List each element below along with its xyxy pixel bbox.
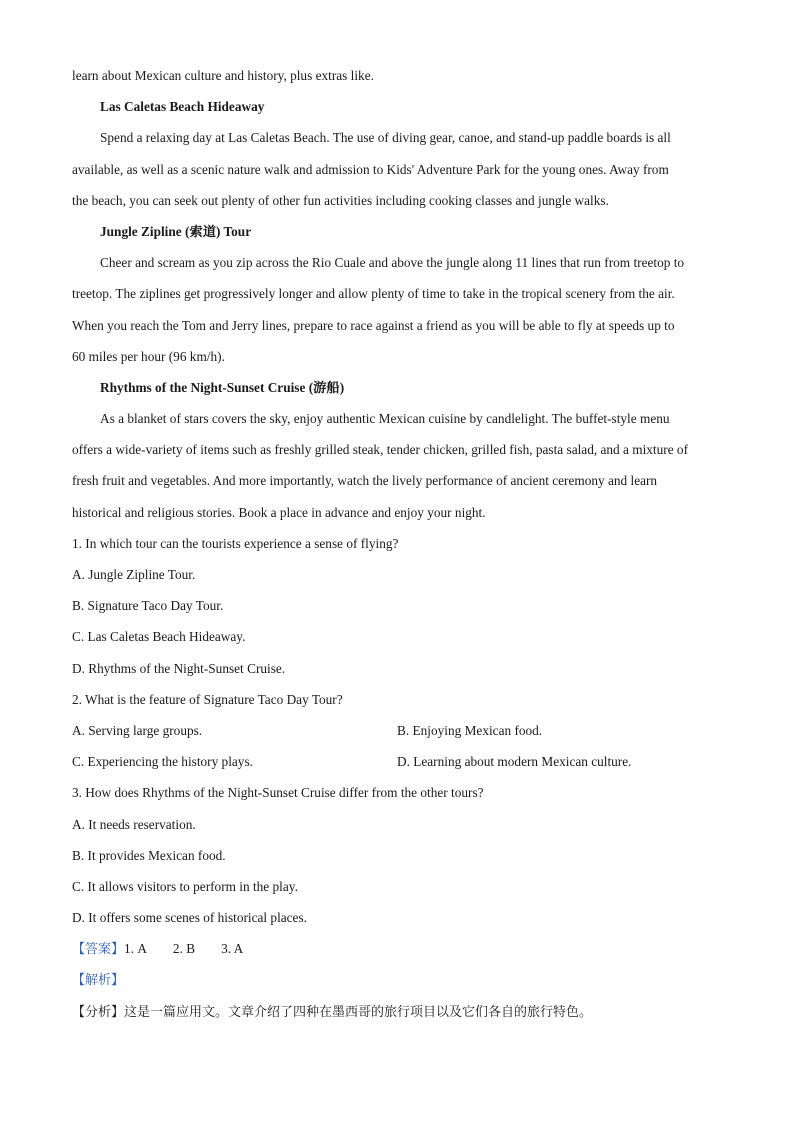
answer-row — [72, 933, 724, 964]
question-stem-3: 3. How does Rhythms of the Night-Sunset Cruise differ from the other tours? — [72, 785, 484, 801]
question-stem-1: 1. In which tour can the tourists experience a sense of flying? — [72, 535, 399, 551]
section-title-zipline: Jungle Zipline (索道) Tour — [100, 223, 252, 239]
question-option: C. Las Caletas Beach Hideaway. — [72, 629, 246, 645]
section-line: historical and religious stories. Book a place in advance and enjoy your night. — [72, 504, 486, 520]
section-line: available, as well as a scenic nature walk and admission to Kids' Adventure Park for the young ones. Away from — [72, 161, 669, 177]
question-option-row — [72, 715, 724, 746]
passage-intro-tail: learn about Mexican culture and history, plus extras like. — [72, 68, 374, 83]
analysis-label: 【解析】 — [72, 973, 125, 989]
question-option: A. Jungle Zipline Tour. — [72, 567, 196, 582]
answer-label: 【答案】 — [72, 942, 125, 958]
section-line: Cheer and scream as you zip across the Rio Cuale and above the jungle along 11 lines that run from treetop to — [100, 255, 685, 271]
section-title-cruise: Rhythms of the Night-Sunset Cruise (游船) — [100, 379, 345, 395]
question-option: D. Rhythms of the Night-Sunset Cruise. — [72, 660, 286, 676]
section-line: offers a wide-variety of items such as freshly grilled steak, tender chicken, grilled fish, pasta salad, and a mixture of — [72, 442, 689, 458]
answer-item: 1. A — [124, 941, 147, 957]
summary-text: 这是一篇应用文。文章介绍了四种在墨西哥的旅行项目以及它们各自的旅行特色。 — [124, 1004, 593, 1020]
question-option-row — [72, 746, 724, 777]
answer-item: 2. B — [172, 941, 196, 957]
summary-row — [72, 996, 724, 1027]
section-line: 60 miles per hour (96 km/h). — [72, 348, 225, 364]
analysis-row — [72, 964, 724, 995]
answer-item: 3. A — [221, 941, 244, 957]
section-line: fresh fruit and vegetables. And more importantly, watch the lively performance of ancient ceremony and learn — [72, 473, 658, 489]
question-option: D. It offers some scenes of historical places. — [72, 910, 307, 926]
section-line: Spend a relaxing day at Las Caletas Beach. The use of diving gear, canoe, and stand-up paddle boards is all — [100, 130, 671, 146]
question-option: C. It allows visitors to perform in the play. — [72, 878, 298, 894]
question-option: A. It needs reservation. — [72, 816, 196, 832]
question-option: A. Serving large groups. — [72, 722, 203, 738]
question-stem-2: 2. What is the feature of Signature Taco Day Tour? — [72, 691, 343, 707]
section-line: treetop. The ziplines get progressively longer and allow plenty of time to take in the tropical scenery from the air. — [72, 286, 675, 302]
section-title-beach: Las Caletas Beach Hideaway — [100, 99, 265, 115]
section-line: When you reach the Tom and Jerry lines, prepare to race against a friend as you will be able to fly at speeds up to — [72, 317, 675, 333]
question-option: C. Experiencing the history plays. — [72, 754, 253, 770]
question-option: D. Learning about modern Mexican culture. — [397, 754, 632, 770]
section-line: As a blanket of stars covers the sky, enjoy authentic Mexican cuisine by candlelight. The buffet-style menu — [100, 411, 670, 427]
summary-label: 【分析】 — [72, 1004, 125, 1020]
section-line: the beach, you can seek out plenty of other fun activities including cooking classes and jungle walks. — [72, 192, 609, 208]
document-page — [72, 60, 724, 1027]
question-option: B. Signature Taco Day Tour. — [72, 598, 224, 614]
question-option: B. It provides Mexican food. — [72, 847, 226, 863]
question-option: B. Enjoying Mexican food. — [397, 722, 543, 738]
